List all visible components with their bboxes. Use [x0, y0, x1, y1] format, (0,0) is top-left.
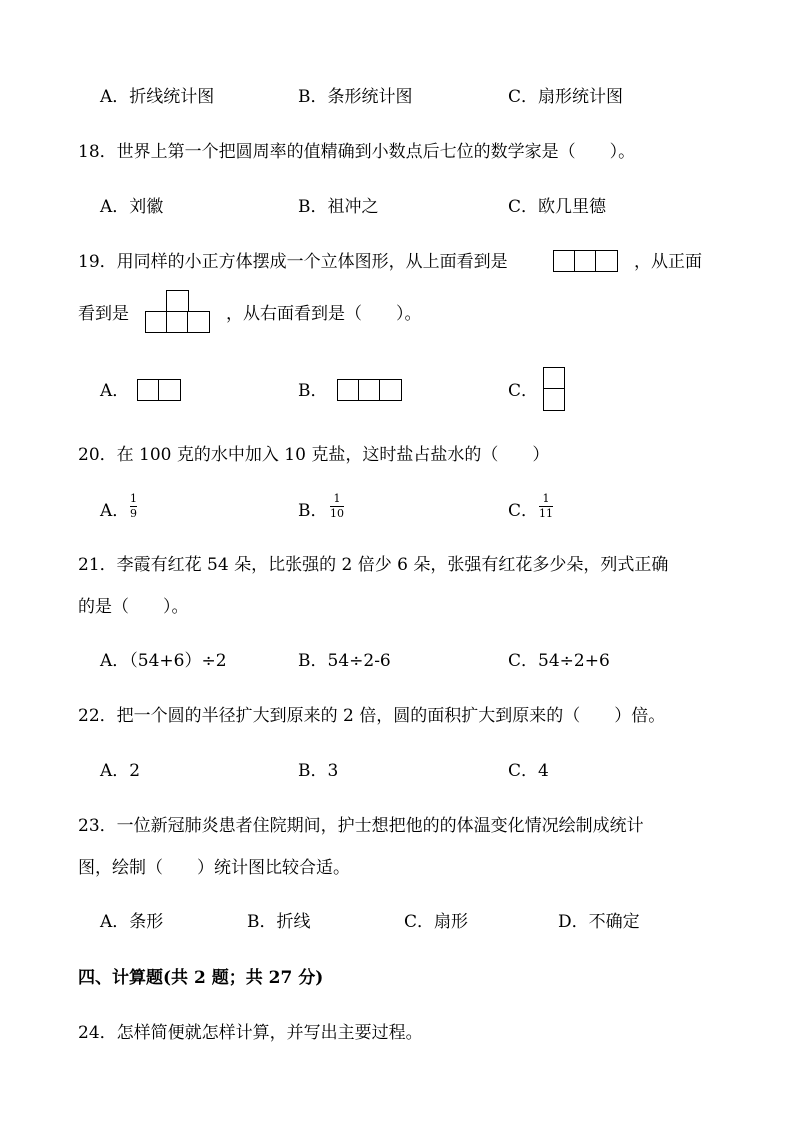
square-shape	[187, 311, 210, 333]
q19-option-a	[100, 380, 129, 402]
option-label: B．	[247, 912, 277, 932]
option-label: A．	[100, 912, 130, 932]
q20-question: 20．在 100 克的水中加入 10 克盐，这时盐占盐水的（ ）	[78, 445, 550, 465]
denominator: 9	[130, 507, 137, 520]
option-label: C．	[508, 381, 539, 401]
q18-question: 18．世界上第一个把圆周率的值精确到小数点后七位的数学家是（ ）。	[78, 142, 636, 162]
option-text: 刘徽	[129, 197, 164, 217]
numerator: 1	[130, 492, 137, 505]
option-label: A．	[100, 501, 130, 521]
option-text: 折线统计图	[129, 87, 215, 107]
q20-option-a	[100, 500, 129, 522]
option-text: 扇形	[434, 912, 469, 932]
q24-question: 24．怎样简便就怎样计算，并写出主要过程。	[78, 1023, 423, 1043]
q21-question-line2: 的是（ ）。	[78, 597, 189, 617]
section-heading: 四、计算题(共 2 题；共 27 分)	[78, 968, 324, 988]
q20-option-c	[508, 500, 538, 522]
denominator: 10	[330, 507, 344, 520]
square-shape	[337, 379, 360, 401]
q23-option-c	[404, 911, 468, 933]
option-text: 欧几里德	[538, 197, 607, 217]
option-label: B．	[298, 87, 328, 107]
q21-option-c	[508, 650, 610, 672]
q22-option-b	[298, 760, 338, 782]
option-label: A．	[100, 651, 130, 671]
square-shape	[166, 311, 189, 333]
option-text: 3	[327, 761, 339, 781]
option-text: （54+6）÷2	[129, 651, 227, 671]
option-label: B．	[298, 501, 328, 521]
q18-option-a	[100, 196, 163, 218]
q21-option-a	[100, 650, 227, 672]
square-shape	[595, 250, 618, 272]
option-text: 4	[538, 761, 549, 781]
option-text: 条形统计图	[327, 87, 413, 107]
option-label: C．	[508, 197, 539, 217]
q19-question-line1: 19．用同样的小正方体摆成一个立体图形，从上面看到是	[78, 252, 508, 272]
square-shape	[543, 388, 565, 411]
square-shape	[166, 290, 189, 312]
q19-option-c	[508, 380, 538, 402]
fraction-1-9	[130, 493, 137, 520]
square-shape	[543, 367, 565, 390]
q21-option-b	[298, 650, 391, 672]
denominator: 11	[539, 507, 553, 520]
q18-option-c	[508, 196, 606, 218]
square-shape	[379, 379, 402, 401]
q23-question-line1: 23．一位新冠肺炎患者住院期间，护士想把他的的体温变化情况绘制成统计	[78, 816, 644, 836]
q22-question: 22．把一个圆的半径扩大到原来的 2 倍，圆的面积扩大到原来的（ ）倍。	[78, 706, 666, 726]
square-shape	[137, 379, 160, 401]
option-text: 扇形统计图	[538, 87, 624, 107]
square-shape	[145, 311, 168, 333]
q18-option-b	[298, 196, 379, 218]
option-text: 不确定	[588, 912, 640, 932]
option-label: B．	[298, 197, 328, 217]
square-shape	[158, 379, 181, 401]
option-label: A．	[100, 381, 130, 401]
option-label: B．	[298, 381, 328, 401]
option-label: C．	[508, 761, 539, 781]
option-label: B．	[298, 761, 328, 781]
q17-option-b	[298, 86, 413, 108]
q23-option-d	[558, 911, 640, 933]
q22-option-c	[508, 760, 549, 782]
q19-option-b	[298, 380, 328, 402]
q22-option-a	[100, 760, 140, 782]
option-label: A．	[100, 197, 130, 217]
option-label: C．	[508, 651, 539, 671]
option-text: 祖冲之	[327, 197, 379, 217]
option-label: A．	[100, 87, 130, 107]
option-label: D．	[558, 912, 589, 932]
option-label: C．	[508, 501, 539, 521]
q19-question-line2-head: 看到是	[78, 304, 129, 324]
q21-question-line1: 21．李霞有红花 54 朵，比张强的 2 倍少 6 朵，张强有红花多少朵，列式正确	[78, 555, 669, 575]
square-shape	[553, 250, 576, 272]
numerator: 1	[542, 492, 550, 505]
q19-question-line1-tail: ，从正面	[634, 252, 702, 272]
option-text: 54÷2+6	[538, 651, 610, 671]
square-shape	[574, 250, 597, 272]
option-text: 2	[129, 761, 141, 781]
option-text: 条形	[129, 912, 164, 932]
q20-option-b	[298, 500, 328, 522]
q19-question-line2-tail: ，从右面看到是（ ）。	[226, 304, 422, 324]
q23-option-a	[100, 911, 163, 933]
numerator: 1	[333, 492, 341, 505]
fraction-1-10	[330, 493, 344, 520]
option-text: 54÷2-6	[327, 651, 391, 671]
q17-option-a	[100, 86, 214, 108]
option-label: C．	[508, 87, 539, 107]
option-text: 折线	[276, 912, 311, 932]
option-label: B．	[298, 651, 328, 671]
q23-question-line2: 图，绘制（ ）统计图比较合适。	[78, 858, 350, 878]
square-shape	[358, 379, 381, 401]
q23-option-b	[247, 911, 311, 933]
option-label: A．	[100, 761, 130, 781]
fraction-1-11	[539, 493, 553, 520]
q17-option-c	[508, 86, 623, 108]
option-label: C．	[404, 912, 435, 932]
